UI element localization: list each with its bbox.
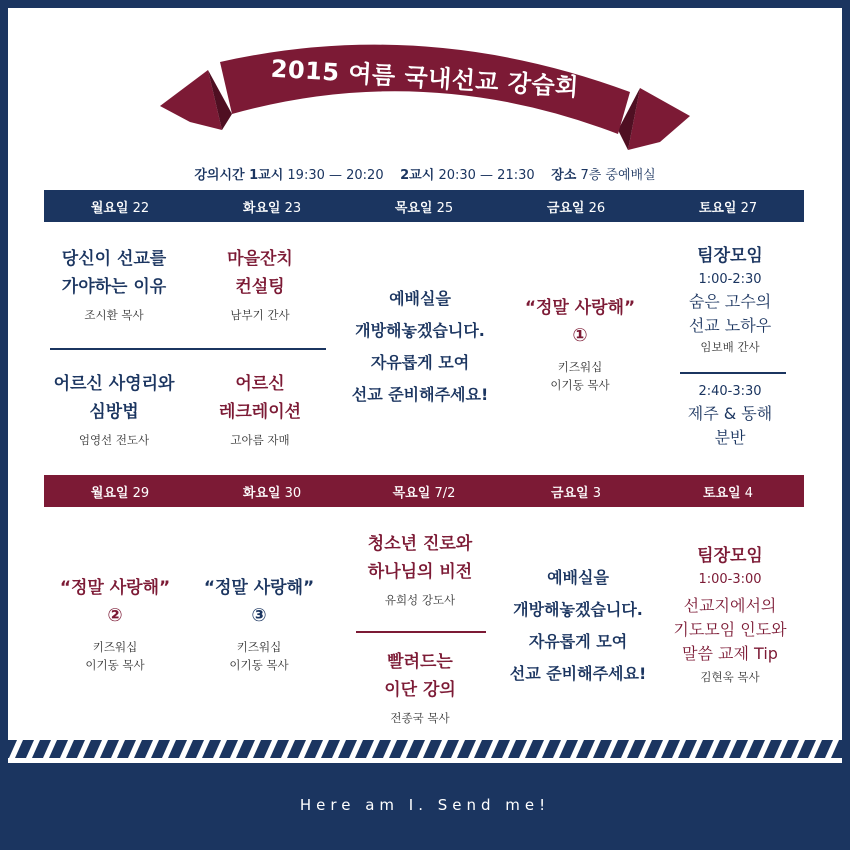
week2-mon-session: “정말 사랑해” ② 키즈워십 이기동 목사 xyxy=(59,578,171,672)
week2-day-tue: 화요일 30 xyxy=(242,485,302,501)
week1-tue-session2: 어르신 레크레이션 고아름 자매 xyxy=(218,374,302,447)
footer-tagline: Here am I. Send me! xyxy=(299,796,551,814)
week2-day-fri: 금요일 3 xyxy=(550,485,602,501)
week2-tue-session: “정말 사랑해” ③ 키즈워십 이기동 목사 xyxy=(203,578,315,672)
week1-day-mon: 월요일 22 xyxy=(90,200,150,216)
week1-day-sat: 토요일 27 xyxy=(698,200,758,216)
week2-day-bar xyxy=(44,475,804,507)
week1-day-fri: 금요일 26 xyxy=(546,200,606,216)
week1-day-thu: 목요일 25 xyxy=(394,200,454,216)
week1-sat-sessions: 팀장모임 1:00-2:30 숨은 고수의 선교 노하우 임보배 간사 xyxy=(688,246,772,354)
week2-fri-open-notice: 예배실을 개방해놓겠습니다. 자유롭게 모여 선교 준비해주세요! xyxy=(509,568,647,683)
week1-day-tue: 화요일 23 xyxy=(242,200,302,216)
week1-mon-session2: 어르신 사영리와 심방법 엄영선 전도사 xyxy=(53,374,175,447)
week1-sat-divider xyxy=(680,372,786,374)
week1-tue-session1: 마을잔치 컨설팅 남부기 간사 xyxy=(227,249,293,322)
period2-label: 2교시 xyxy=(400,168,435,183)
week2-day-mon: 월요일 29 xyxy=(90,485,150,501)
place-value: 7층 중예배실 xyxy=(580,168,656,183)
rope-stripe xyxy=(8,738,842,760)
week1-mon-session1: 당신이 선교를 가야하는 이유 조시환 목사 xyxy=(61,249,167,322)
schedule-info xyxy=(0,164,850,183)
week2-thu-session2: 빨려드는 이단 강의 전종국 목사 xyxy=(384,652,456,725)
week1-day-bar xyxy=(44,190,804,222)
title-banner xyxy=(160,18,690,158)
period1-label: 강의시간 1교시 xyxy=(194,168,284,183)
page-title: 2015 여름 국내선교 강습회 xyxy=(270,54,580,102)
place-label: 장소 xyxy=(551,168,577,183)
week2-thu-session1: 청소년 진로와 하나님의 비전 유희성 강도사 xyxy=(367,534,473,607)
week1-fri-session: “정말 사랑해” ① 키즈워십 이기동 목사 xyxy=(524,298,636,392)
period2-time: 20:30 — 21:30 xyxy=(438,168,535,183)
week2-day-sat: 토요일 4 xyxy=(702,485,754,501)
period1-time: 19:30 — 20:20 xyxy=(287,168,384,183)
week1-thu-open-notice: 예배실을 개방해놓겠습니다. 자유롭게 모여 선교 준비해주세요! xyxy=(351,289,489,404)
week1-sat-session2: 2:40-3:30 제주 & 동해 분반 xyxy=(687,384,773,447)
week2-day-thu: 목요일 7/2 xyxy=(392,485,456,501)
week2-thu-divider xyxy=(356,631,486,633)
week2-sat-session: 팀장모임 1:00-3:00 선교지에서의 기도모임 인도와 말씀 교제 Tip 김현욱 목사 xyxy=(673,546,787,684)
week1-mon-tue-divider xyxy=(50,348,326,350)
